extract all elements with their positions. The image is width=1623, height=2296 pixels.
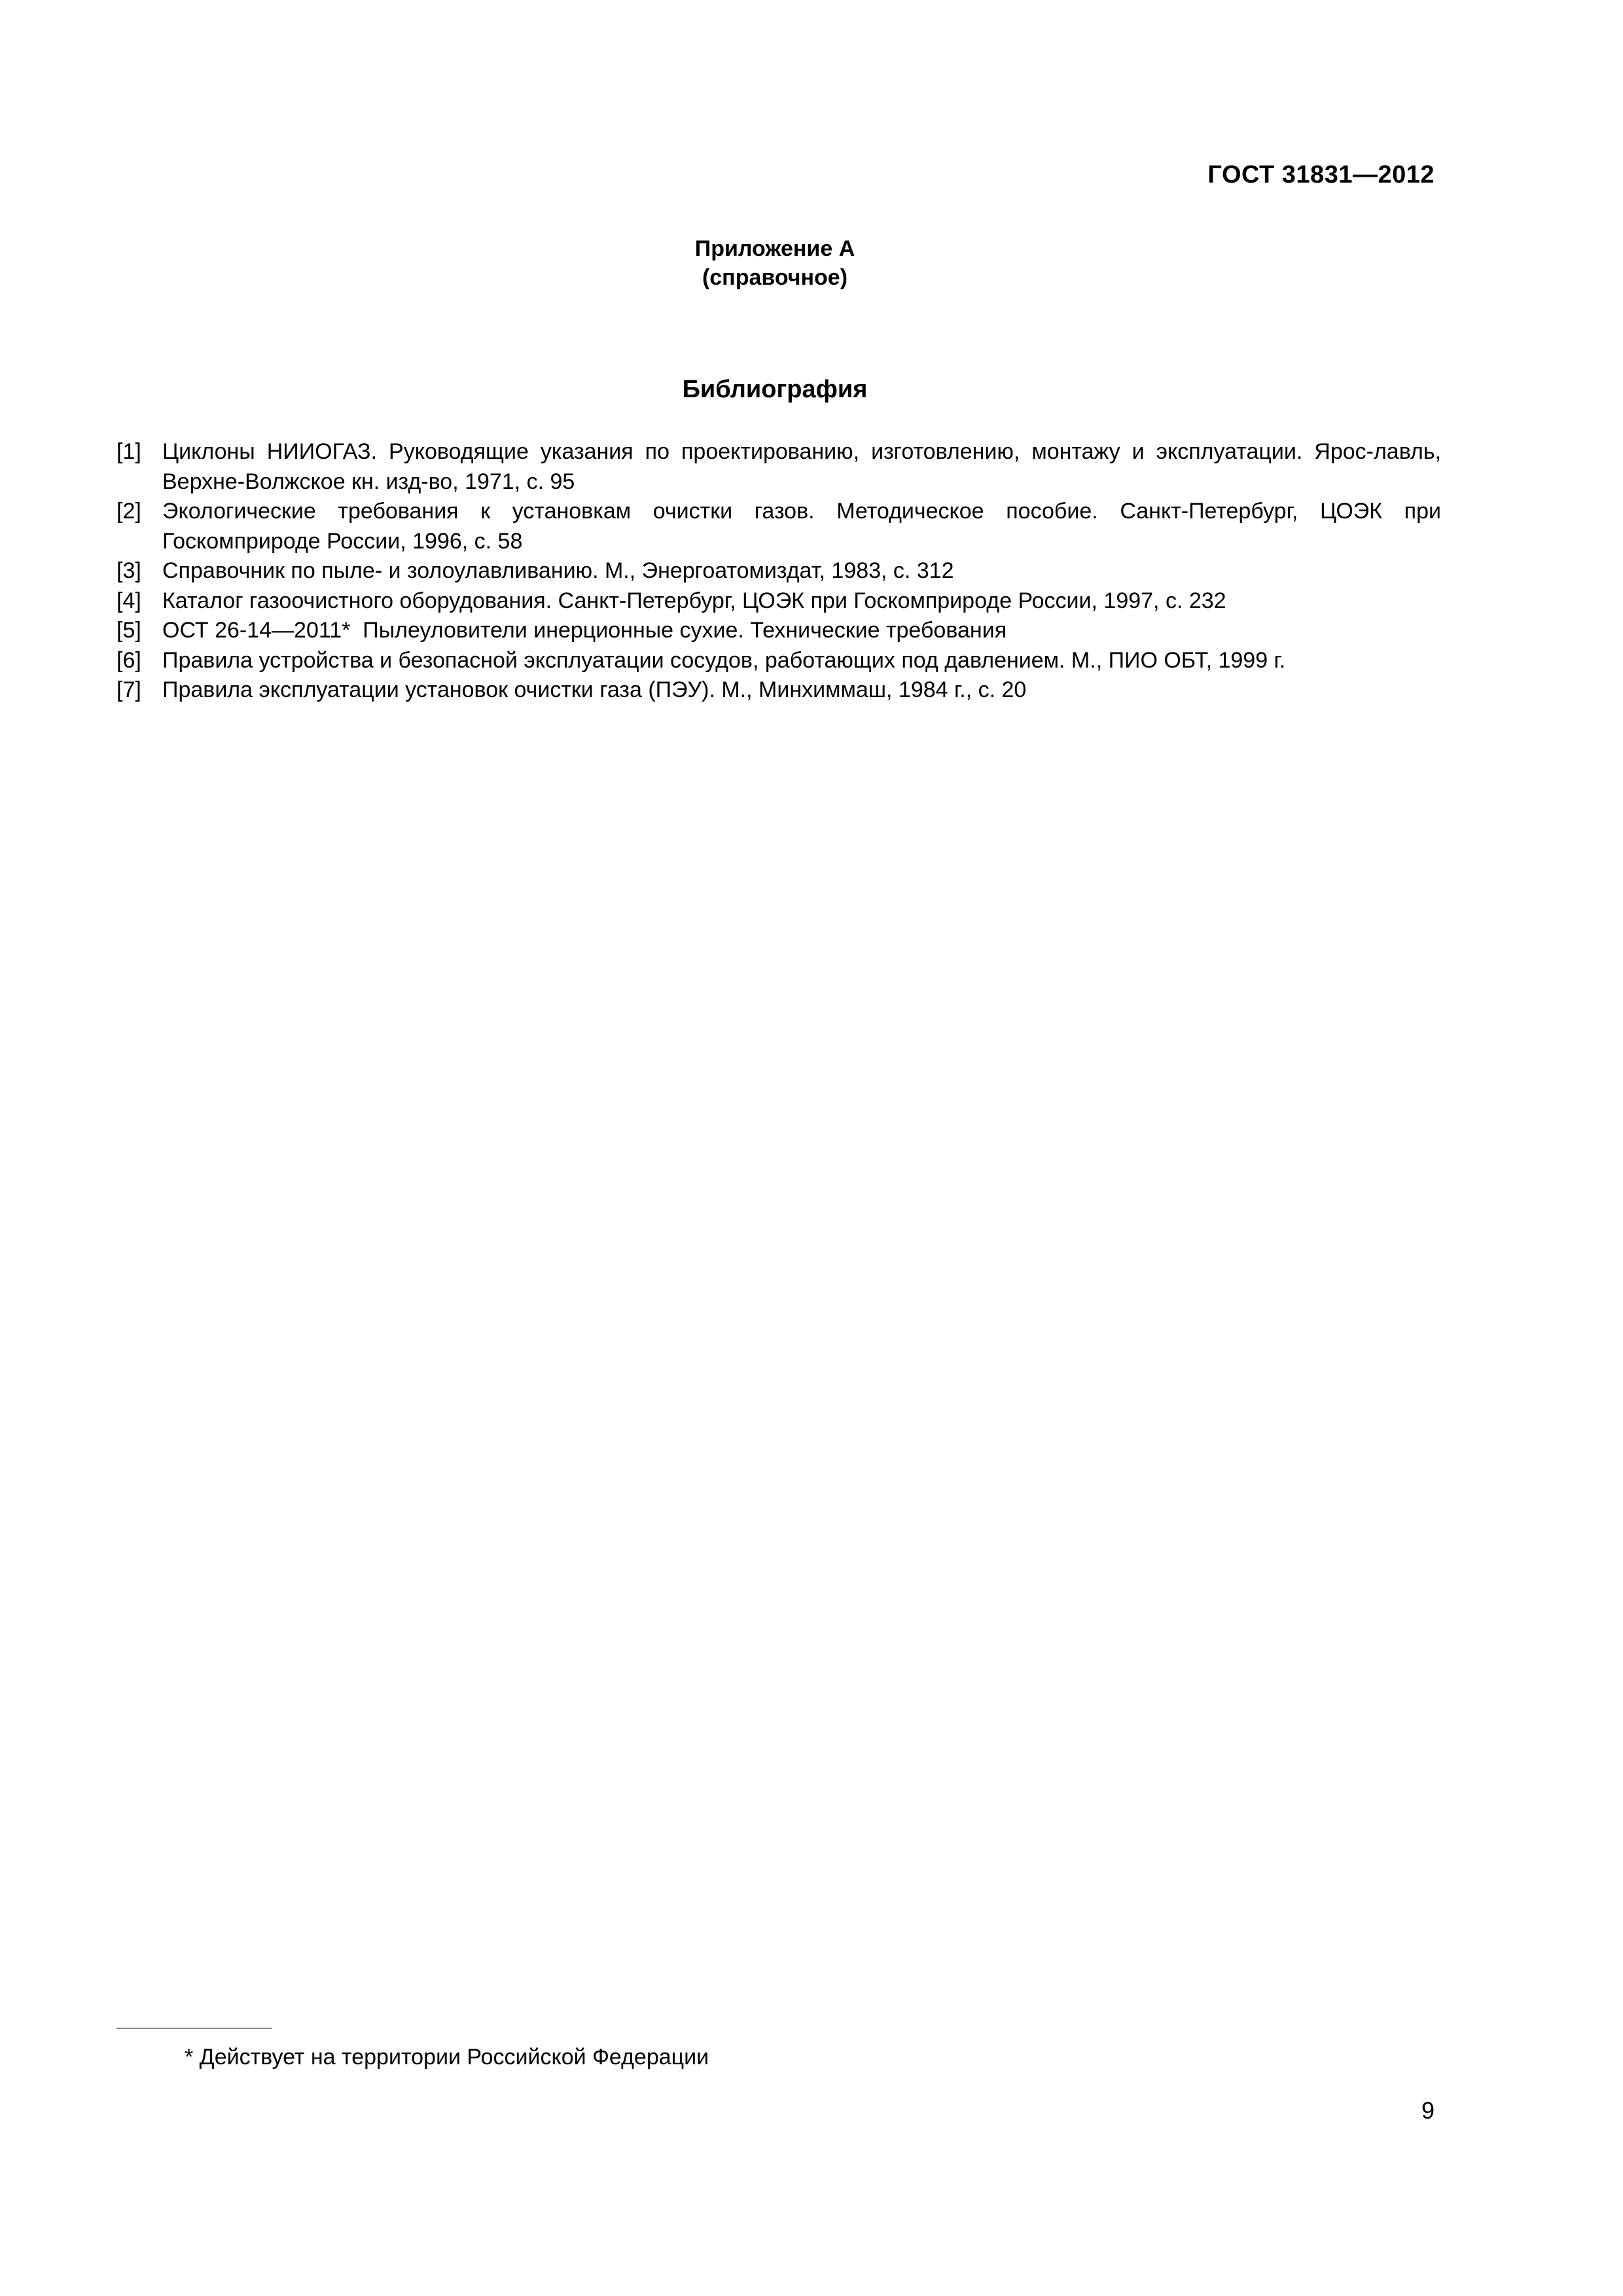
bibliography-item-number: [4] xyxy=(116,588,141,613)
bibliography-item xyxy=(116,556,1441,586)
bibliography-item xyxy=(116,437,1441,497)
bibliography-item-text: Правила устройства и безопасной эксплуатации сосудов, работающих под давлением. М., ПИО ОБТ, 1999 г. xyxy=(162,647,1286,673)
bibliography-item-text: ОСТ 26-14—2011* Пылеуловители инерционные сухие. Технические требования xyxy=(162,618,1007,643)
bibliography-item xyxy=(116,586,1441,617)
bibliography-item-number: [5] xyxy=(116,618,141,643)
footnote: * Действует на территории Российской Федерации xyxy=(185,2045,709,2070)
annex-title: Приложение А xyxy=(694,236,855,261)
bibliography-item-number: [7] xyxy=(116,677,141,702)
bibliography-item xyxy=(116,646,1441,676)
bibliography-item xyxy=(116,675,1441,706)
annex-subtitle: (справочное) xyxy=(702,265,848,290)
bibliography-item-text: Правила эксплуатации установок очистки газа (ПЭУ). М., Минхиммаш, 1984 г., с. 20 xyxy=(162,677,1027,702)
bibliography-list xyxy=(116,437,1441,706)
bibliography-item-number: [2] xyxy=(116,499,141,524)
bibliography-item-number: [1] xyxy=(116,439,141,464)
page-number: 9 xyxy=(1421,2097,1435,2124)
annex-heading xyxy=(0,234,1550,292)
bibliography-item-text: Циклоны НИИОГАЗ. Руководящие указания по проектированию, изготовлению, монтажу и эксплуатации. Ярос-лавль, Верхне-Волжское кн. изд-во, 1971, с. 95 xyxy=(162,439,1441,494)
bibliography-item-number: [6] xyxy=(116,647,141,673)
footnote-divider xyxy=(116,2028,272,2029)
bibliography-item-number: [3] xyxy=(116,558,141,583)
bibliography-item xyxy=(116,616,1441,646)
bibliography-item xyxy=(116,497,1441,556)
bibliography-title: Библиография xyxy=(682,376,868,403)
document-code: ГОСТ 31831—2012 xyxy=(1207,161,1435,188)
bibliography-item-text: Экологические требования к установкам очистки газов. Методическое пособие. Санкт-Петербург, ЦОЭК при Госкомприроде России, 1996, с. 58 xyxy=(162,499,1441,554)
bibliography-item-text: Справочник по пыле- и золоулавливанию. М., Энергоатомиздат, 1983, с. 312 xyxy=(162,558,954,583)
bibliography-item-text: Каталог газоочистного оборудования. Санкт-Петербург, ЦОЭК при Госкомприроде России, 1997, с. 232 xyxy=(162,588,1226,613)
